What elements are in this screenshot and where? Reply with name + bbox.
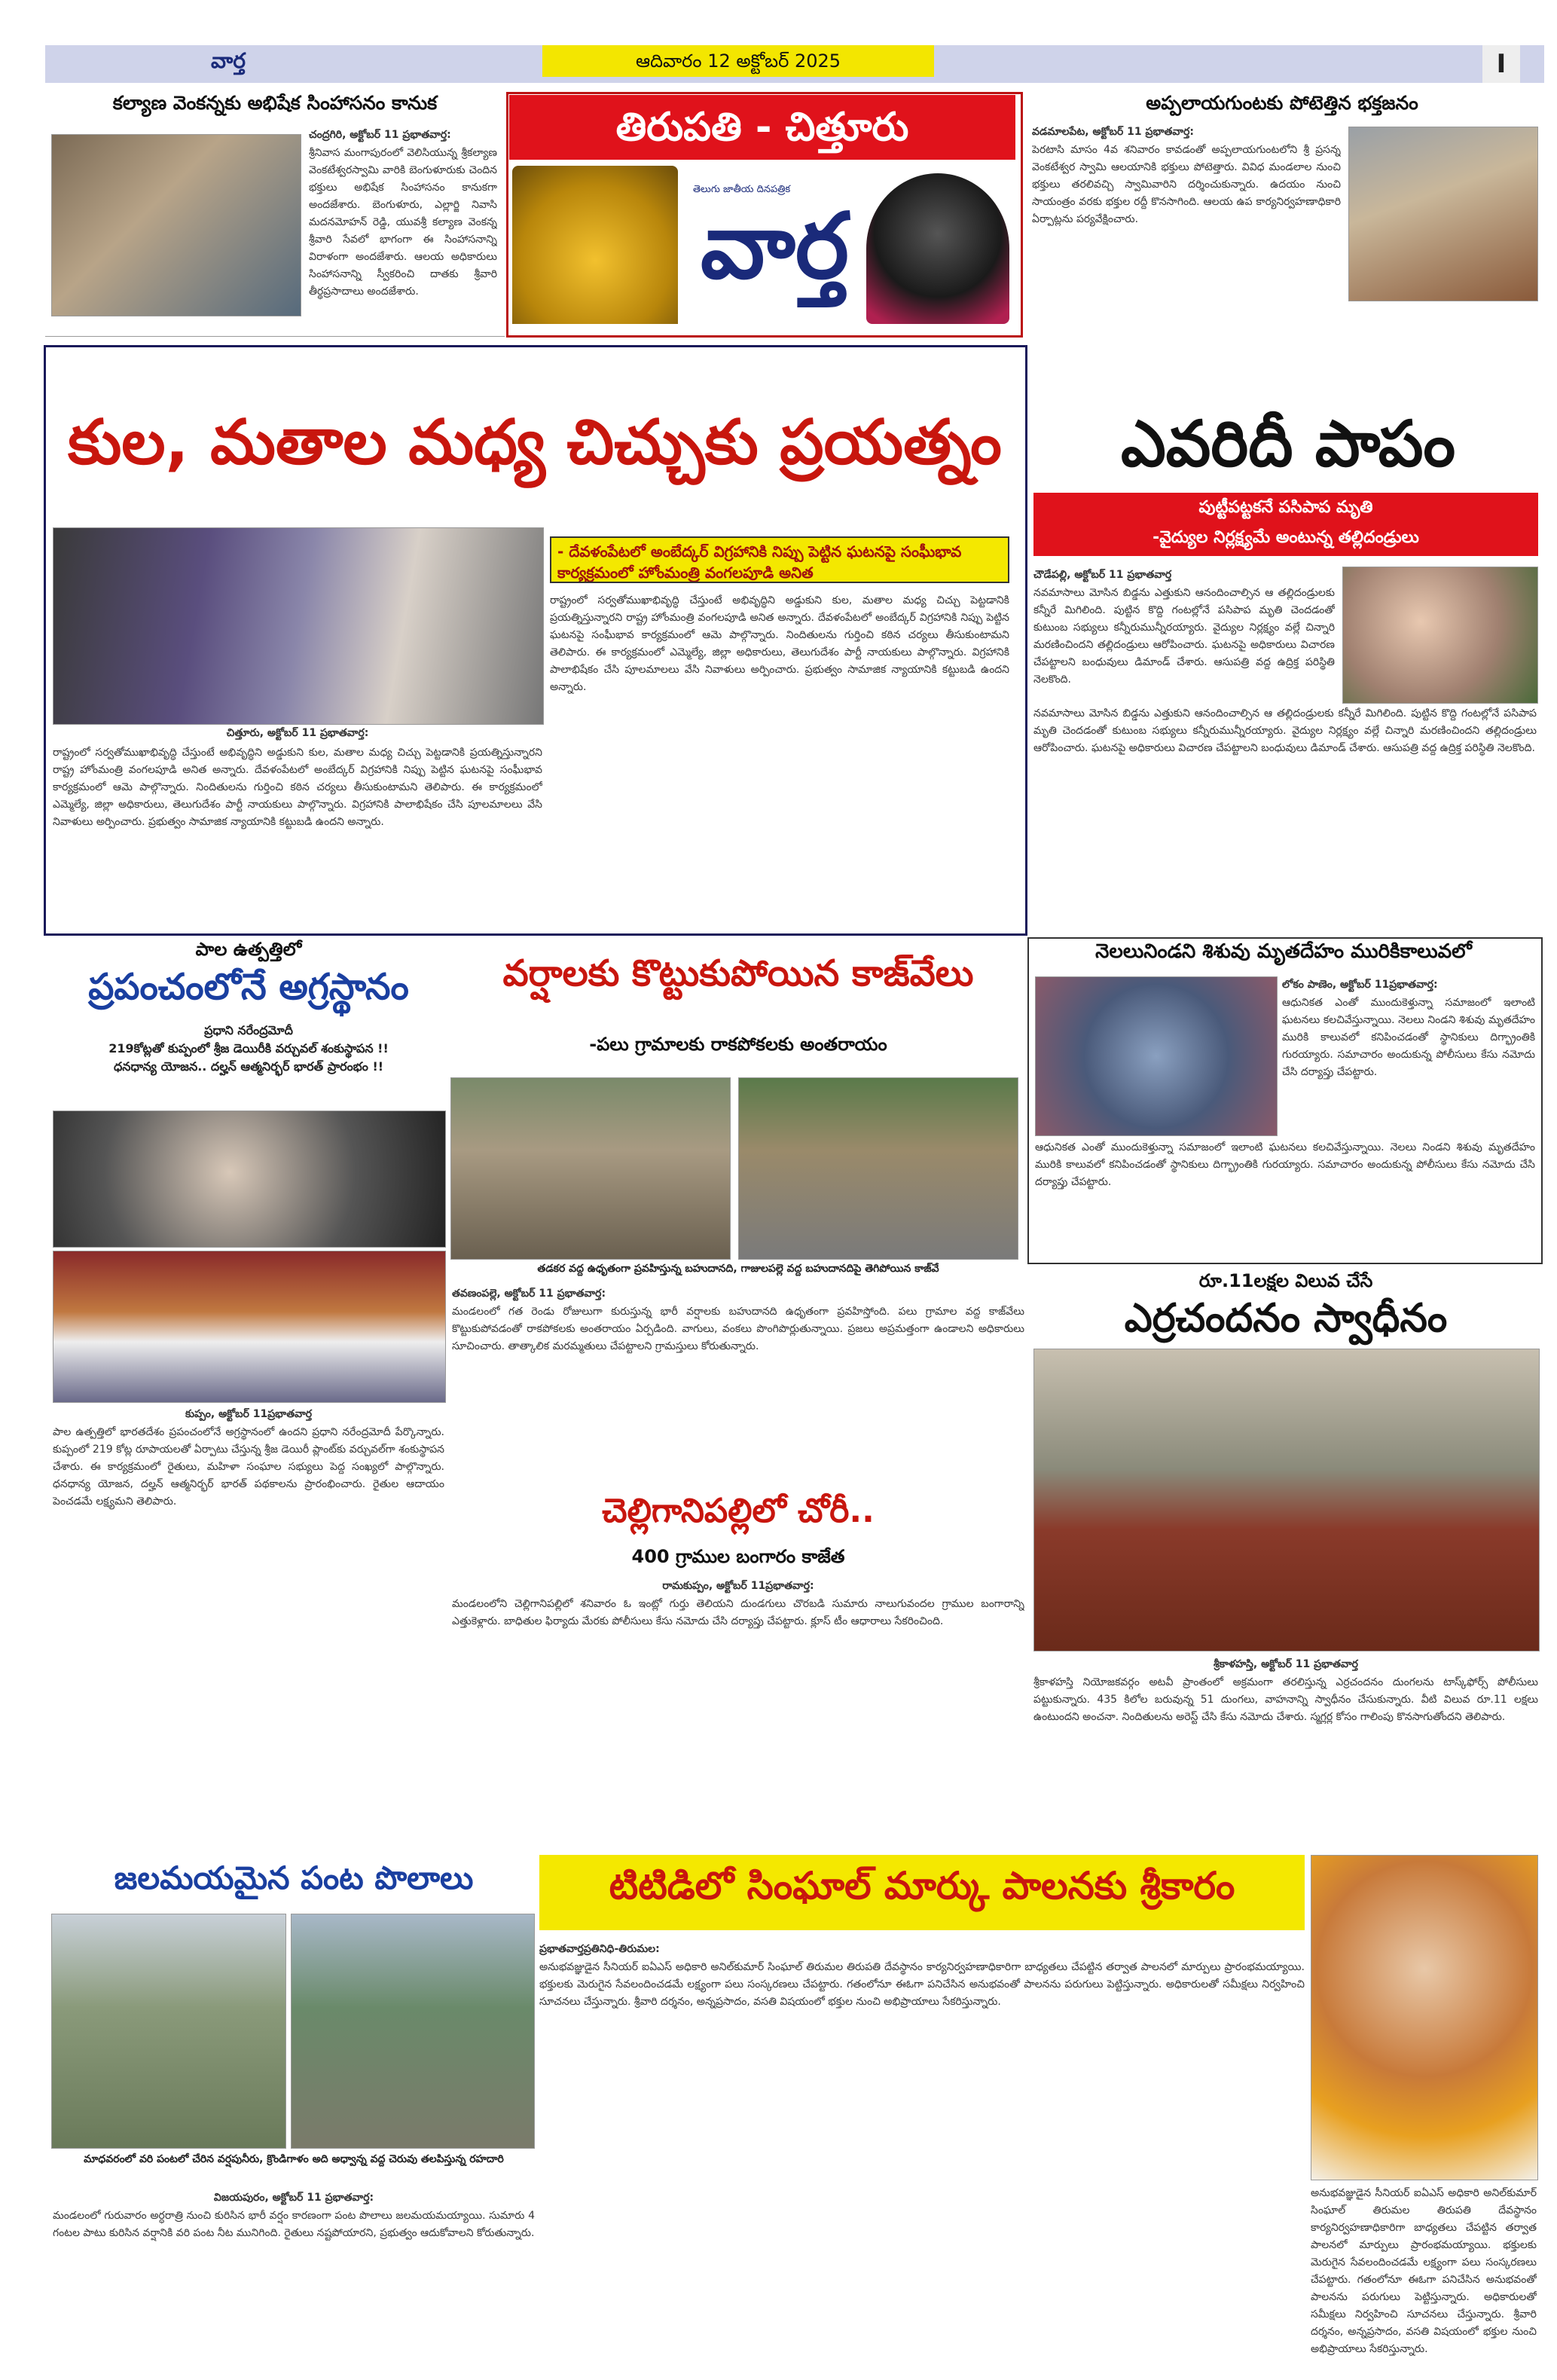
child-photo [1035,976,1278,1136]
temple-gopuram-image [512,166,678,324]
rain-headline: వర్షాలకు కొట్టుకుపోయిన కాజ్‌వేలు [502,952,974,994]
ttd-dateline: ప్రభాతవార్తప్రతినిధి-తిరుమల: [539,1943,660,1955]
lead-body-left: రాష్ట్రంలో సర్వతోముఖాభివృద్ధి చేస్తుంటే అభివృద్ధిని అడ్డుకుని కుల, మతాల మధ్య చిచ్చు పెట్టడానికి ప్రయత్నిస్తున్నారని రాష్ట్ర హోంమంత్రి వంగలపూడి అనిత అన్నారు. దేవళంపేటలో అంబేద్కర్ విగ్రహానికి నిప్పు పెట్టిన ఘటనపై సంఘీభావ కార్యక్రమంలో ఆమె పాల్గొన్నారు. నిందితులను గుర్తించి కఠిన చర్యలు తీసుకుంటామని తెలిపారు. ఈ కార్యక్రమంలో ఎమ్మెల్యే, జిల్లా అధికారులు, తెలుగుదేశం పార్టీ నాయకులు పాల్గొన్నారు. విగ్రహానికి పాలాభిషేకం చేసి పూలమాలలు వేసి నివాళులు అర్పించారు. ప్రభుత్వం సామాజిక న్యాయానికి కట్టుబడి ఉందని అన్నారు. [53,747,542,828]
sandal-headline: ఎర్రచందనం స్వాధీనం [1124,1296,1448,1341]
sandal-kicker: రూ.11లక్షల విలువ చేసే [1198,1270,1373,1291]
ttd-headline: టిటిడిలో సింఘాల్ మార్కు పాలనకు శ్రీకారం [609,1864,1235,1908]
sad-body-top: నవమాసాలు మోసిన బిడ్డను ఎత్తుకుని ఆనందించాల్సిన ఆ తల్లిదండ్రులకు కన్నీరే మిగిలింది. పుట్టిన కొద్ది గంటల్లోనే పసిపాప మృతి చెందడంతో కుటుంబ సభ్యులు కన్నీరుమున్నీరయ్యారు. వైద్యుల నిర్లక్ష్యం వల్లే చిన్నారి మరణించిందని తల్లిదండ్రులు ఆరోపించారు. ఘటనపై అధికారులు విచారణ చేపట్టాలని బంధువులు డిమాండ్ చేశారు. ఆసుపత్రి వద్ద ఉద్రిక్త పరిస్థితి నెలకొంది. [1033,587,1335,686]
milk-body: పాల ఉత్పత్తిలో భారతదేశం ప్రపంచంలోనే అగ్రస్థానంలో ఉందని ప్రధాని నరేంద్రమోదీ పేర్కొన్నారు. కుప్పంలో 219 కోట్ల రూపాయలతో ఏర్పాటు చేస్తున్న శ్రీజ డెయిరీ ప్లాంట్‌కు వర్చువల్‌గా శంకుస్థాపన చేశారు. ఈ కార్యక్రమంలో రైతులు, మహిళా సంఘాల సభ్యులు పెద్ద సంఖ్యలో పాల్గొన్నారు. ధనధాన్య యోజన, దల్హన్ ఆత్మనిర్భర్ భారత్ పథకాలను ప్రారంభించారు. రైతుల ఆదాయం పెంచడమే లక్ష్యమని తెలిపారు. [53,1426,444,1508]
divider [45,336,505,337]
child-body-bottom: ఆధునికత ఎంతో ముందుకెళ్తున్నా సమాజంలో ఇలాంటి ఘటనలు కలచివేస్తున్నాయి. నెలలు నిండని శిశువు మృతదేహం మురికి కాలువలో కనిపించడంతో స్థానికులు దిగ్భ్రాంతికి గురయ్యారు. సమాచారం అందుకున్న పోలీసులు కేసు నమోదు చేసి దర్యాప్తు చేపట్టారు. [1035,1141,1535,1188]
region-banner: తిరుపతి - చిత్తూరు [509,95,1015,160]
farm-photo-2 [291,1914,535,2149]
child-dateline: లోకం పాణెం, అక్టోబర్ 11ప్రభాతవార్త: [1282,979,1438,991]
story1-body-a: శ్రీనివాస మంగాపురంలో వెలిసియున్న శ్రీకల్యాణ వెంకటేశ్వరస్వామి వారికి బెంగుళూరుకు చెందిన భక్తులు అభిషేక సింహాసనం కానుకగా అందజేశారు. బెంగుళూరు, ఎల్లార్జి నివాసి మదనమోహన్ రెడ్డి, యువశ్రీ కల్యాణ వెంకన్న శ్రీవారి సేవలో భాగంగా ఈ సింహాసనాన్ని విరాళంగా అందజేశారు. ఆలయ అధికారులు సింహాసనాన్ని స్వీకరించి దాతకు శ్రీవారి తీర్థప్రసాదాలు అందజేశారు. [309,147,497,298]
lead-dateline: చిత్తూరు, అక్టోబర్ 11 ప్రభాతవార్త: [226,727,369,739]
story2-body: పెరటాసి మాసం 4వ శనివారం కావడంతో అప్పలాయగుంటలోని శ్రీ ప్రసన్న వెంకటేశ్వర స్వామి ఆలయానికి భక్తులు పోటెత్తారు. వివిధ మండలాల నుంచి భక్తులు తరలివచ్చి స్వామివారిని దర్శించుకున్నారు. ఉదయం నుంచి సాయంత్రం వరకు భక్తుల రద్దీ కొనసాగింది. ఆలయ ఉప కార్యనిర్వహణాధికారి ఏర్పాట్లను పర్యవేక్షించారు. [1032,144,1341,225]
rain-subhead: -పలు గ్రామాలకు రాకపోకలకు అంతరాయం [589,1034,887,1055]
farm-caption: మాధవరంలో వరి పంటలో చేరిన వర్షపునీరు, క్రొండిగాళం అది అధ్వాన్న వద్ద చెరువు తలపిస్తున్న రహదారి [84,2153,504,2165]
brand-tagline: తెలుగు జాతీయ దినపత్రిక [693,184,791,195]
sad-banner [1033,493,1538,556]
sandal-body: శ్రీకాళహస్తి నియోజకవర్గం అటవీ ప్రాంతంలో అక్రమంగా తరలిస్తున్న ఎర్రచందనం దుంగలను టాస్క్‌ఫోర్స్ పోలీసులు పట్టుకున్నారు. 435 కిలోల బరువున్న 51 దుంగలు, వాహనాన్ని స్వాధీనం చేసుకున్నారు. వీటి విలువ రూ.11 లక్షలు ఉంటుందని అంచనా. నిందితులను అరెస్ట్ చేసి కేసు నమోదు చేశారు. స్మగ్లర్ల కోసం గాలింపు కొనసాగుతోందని తెలిపారు. [1033,1676,1538,1723]
story1-photo [51,134,301,316]
ttd-photo [1311,1855,1538,2180]
page-number: I [1482,45,1520,83]
rain-caption: తడకర వద్ద ఉధృతంగా ప్రవహిస్తున్న బహుదానది, గాజులపల్లె వద్ద బహుదానదిపై తెగిపోయిన కాజ్‌వే [537,1263,939,1275]
rain-photo-1 [450,1077,731,1260]
sad-body-bottom: నవమాసాలు మోసిన బిడ్డను ఎత్తుకుని ఆనందించాల్సిన ఆ తల్లిదండ్రులకు కన్నీరే మిగిలింది. పుట్టిన కొద్ది గంటల్లోనే పసిపాప మృతి చెందడంతో కుటుంబ సభ్యులు కన్నీరుమున్నీరయ్యారు. వైద్యుల నిర్లక్ష్యం వల్లే చిన్నారి మరణించిందని తల్లిదండ్రులు ఆరోపించారు. ఘటనపై అధికారులు విచారణ చేపట్టాలని బంధువులు డిమాండ్ చేశారు. ఆసుపత్రి వద్ద ఉద్రిక్త పరిస్థితి నెలకొంది. [1033,707,1537,754]
theft-headline: చెల్లిగానిపల్లిలో చోరీ.. [602,1492,875,1530]
sad-banner-line2: -వైద్యుల నిర్లక్ష్యమే అంటున్న తల్లిదండ్రులు [1152,528,1419,547]
story2-dateline: వడమాలపేట, అక్టోబర్ 11 ప్రభాతవార్త: [1032,126,1194,138]
milk-photo-crowd [53,1251,446,1403]
theft-body: మండలంలోని చెల్లిగానిపల్లిలో శనివారం ఓ ఇంట్లో గుర్తు తెలియని దుండగులు చొరబడి సుమారు నాలుగువందల గ్రాముల బంగారాన్ని ఎత్తుకెళ్లారు. బాధితుల ఫిర్యాదు మేరకు పోలీసులు కేసు నమోదు చేసి దర్యాప్తు చేపట్టారు. క్లూస్ టీం ఆధారాలు సేకరించింది. [452,1598,1024,1627]
child-body-top: ఆధునికత ఎంతో ముందుకెళ్తున్నా సమాజంలో ఇలాంటి ఘటనలు కలచివేస్తున్నాయి. నెలలు నిండని శిశువు మృతదేహం మురికి కాలువలో కనిపించడంతో స్థానికులు దిగ్భ్రాంతికి గురయ్యారు. సమాచారం అందుకున్న పోలీసులు కేసు నమోదు చేసి దర్యాప్తు చేపట్టారు. [1282,997,1535,1078]
milk-sub2: 219కోట్లతో కుప్పంలో శ్రీజ డెయిరీకి వర్చువల్ శంకుస్థాపన !! [108,1041,389,1056]
sandal-photo [1033,1349,1540,1651]
sandal-dateline: శ్రీకాళహస్తి, అక్టోబర్ 11 ప్రభాతవార్త [1214,1658,1358,1670]
ttd-body: అనుభవజ్ఞుడైన సీనియర్ ఐఏఎస్ అధికారి అనిల్‌కుమార్ సింఘాల్ తిరుమల తిరుపతి దేవస్థానం కార్యనిర్వహణాధికారిగా బాధ్యతలు చేపట్టిన తర్వాత పాలనలో మార్పులు ప్రారంభమయ్యాయి. భక్తులకు మెరుగైన సేవలందించడమే లక్ష్యంగా పలు సంస్కరణలు చేపట్టారు. గతంలోనూ ఈఓగా పనిచేసిన అనుభవంతో పాలనను పరుగులు పెట్టిస్తున్నారు. అధికారులతో సమీక్షలు నిర్వహించి సూచనలు చేస్తున్నారు. శ్రీవారి దర్శనం, అన్నప్రసాదం, వసతి విషయంలో భక్తుల నుంచి అభిప్రాయాలు సేకరిస్తున్నారు. [539,1961,1305,2008]
masthead-date: ఆదివారం 12 అక్టోబర్ 2025 [542,45,934,77]
child-headline: నెలలునిండని శిశువు మృతదేహం మురికికాలువలో [1095,940,1472,963]
farm-photo-1 [51,1914,286,2149]
milk-headline: ప్రపంచంలోనే అగ్రస్థానం [88,966,409,1008]
story2-headline: అప్పలాయగుంటకు పోటెత్తిన భక్తజనం [1146,92,1418,114]
milk-dateline: కుప్పం, అక్టోబర్ 11ప్రభాతవార్త [185,1408,313,1420]
milk-subheads [53,1022,444,1076]
rain-photo-2 [738,1077,1018,1260]
story1-headline: కల్యాణ వెంకన్నకు అభిషేక సింహాసనం కానుక [112,92,438,114]
milk-sub3: ధనధాన్య యోజన.. దల్హన్ ఆత్మనిర్భర్ భారత్ ప్రారంభం !! [113,1059,384,1074]
milk-photo-pm [53,1111,446,1248]
milk-sub1: ప్రధాని నరేంద్రమోదీ [204,1023,293,1037]
sad-banner-line1: పుట్టీపట్టకనే పసిపాప మృతి [1198,498,1373,517]
story1-dateline: చంద్రగిరి, అక్టోబర్ 11 ప్రభాతవార్త: [309,129,451,141]
farm-body: మండలంలో గురువారం అర్ధరాత్రి నుంచి కురిసిన భారీ వర్షం కారణంగా పంట పొలాలు జలమయమయ్యాయి. సుమారు 4 గంటల పాటు కురిసిన వర్షానికి వరి పంట నీట మునిగింది. రైతులు నష్టపోయారని, ప్రభుత్వం ఆదుకోవాలని కోరుతున్నారు. [53,2210,535,2239]
sad-dateline: చౌడేపల్లి, అక్టోబర్ 11 ప్రభాతవార్త [1033,569,1172,581]
sad-headline: ఎవరిదీ పాపం [1120,407,1456,481]
theft-dateline: రామకుప్పం, అక్టోబర్ 11ప్రభాతవార్త: [662,1580,814,1592]
lead-headline: కుల, మతాల మధ్య చిచ్చుకు ప్రయత్నం [68,407,1002,478]
theft-subhead: 400 గ్రాముల బంగారం కాజేత [631,1546,845,1567]
ttd-body-side: అనుభవజ్ఞుడైన సీనియర్ ఐఏఎస్ అధికారి అనిల్‌కుమార్ సింఘాల్ తిరుమల తిరుపతి దేవస్థానం కార్యనిర్వహణాధికారిగా బాధ్యతలు చేపట్టిన తర్వాత పాలనలో మార్పులు ప్రారంభమయ్యాయి. భక్తులకు మెరుగైన సేవలందించడమే లక్ష్యంగా పలు సంస్కరణలు చేపట్టారు. గతంలోనూ ఈఓగా పనిచేసిన అనుభవంతో పాలనను పరుగులు పెట్టిస్తున్నారు. అధికారులతో సమీక్షలు నిర్వహించి సూచనలు చేస్తున్నారు. శ్రీవారి దర్శనం, అన్నప్రసాదం, వసతి విషయంలో భక్తుల నుంచి అభిప్రాయాలు సేకరిస్తున్నారు. [1311,2187,1537,2355]
rain-dateline: తవణంపల్లె, అక్టోబర్ 11 ప్రభాతవార్త: [452,1288,606,1300]
farm-dateline: విజయపురం, అక్టోబర్ 11 ప్రభాతవార్త: [213,2192,374,2204]
lead-photo [53,527,544,725]
story2-photo [1348,127,1538,301]
lead-body-right: రాష్ట్రంలో సర్వతోముఖాభివృద్ధి చేస్తుంటే అభివృద్ధిని అడ్డుకుని కుల, మతాల మధ్య చిచ్చు పెట్టడానికి ప్రయత్నిస్తున్నారని రాష్ట్ర హోంమంత్రి వంగలపూడి అనిత అన్నారు. దేవళంపేటలో అంబేద్కర్ విగ్రహానికి నిప్పు పెట్టిన ఘటనపై సంఘీభావ కార్యక్రమంలో ఆమె పాల్గొన్నారు. నిందితులను గుర్తించి కఠిన చర్యలు తీసుకుంటామని తెలిపారు. ఈ కార్యక్రమంలో ఎమ్మెల్యే, జిల్లా అధికారులు, తెలుగుదేశం పార్టీ నాయకులు పాల్గొన్నారు. విగ్రహానికి పాలాభిషేకం చేసి పూలమాలలు వేసి నివాళులు అర్పించారు. ప్రభుత్వం సామాజిక న్యాయానికి కట్టుబడి ఉందని అన్నారు. [550,594,1009,693]
farm-headline: జలమయమైన పంట పొలాలు [114,1859,474,1896]
sad-photo [1342,567,1538,704]
deity-image [866,173,1009,324]
milk-kicker: పాల ఉత్పత్తిలో [195,939,302,960]
brand-logo: వార్త [701,194,849,299]
rain-body: మండలంలో గత రెండు రోజులుగా కురుస్తున్న భారీ వర్షాలకు బహుదానది ఉధృతంగా ప్రవహిస్తోంది. పలు గ్రామాల వద్ద కాజ్‌వేలు కొట్టుకుపోవడంతో రాకపోకలకు అంతరాయం ఏర్పడింది. వాగులు, వంకలు పొంగిపొర్లుతున్నాయి. ప్రజలు అప్రమత్తంగా ఉండాలని అధికారులు సూచించారు. తాత్కాలిక మరమ్మతులు చేపట్టాలని గ్రామస్తులు కోరుతున్నారు. [452,1306,1024,1352]
lead-subhead: - దేవళంపేటలో అంబేద్కర్ విగ్రహానికి నిప్పు పెట్టిన ఘటనపై సంఘీభావ కార్యక్రమంలో హోంమంత్రి వంగలపూడి అనిత [550,536,1009,583]
masthead-logo: వార్త [211,48,246,73]
